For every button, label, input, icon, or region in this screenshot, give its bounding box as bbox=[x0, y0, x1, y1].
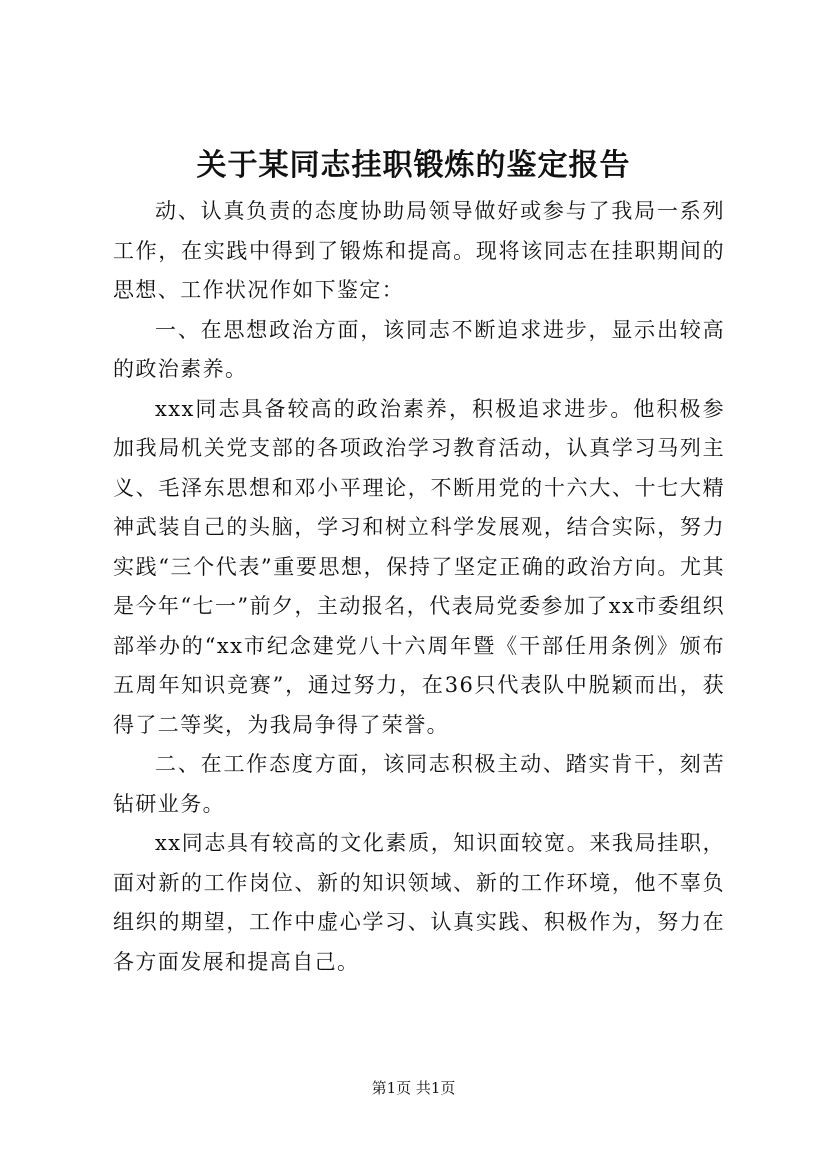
paragraph-work-attitude: xx同志具有较高的文化素质，知识面较宽。来我局挂职，面对新的工作岗位、新的知识领域、新的工作环境，他不辜负组织的期望，工作中虚心学习、认真实践、积极作为，努力在各方面发展和提高自己。 bbox=[113, 831, 725, 974]
document-body bbox=[113, 192, 725, 982]
document-title: 关于某同志挂职锻炼的鉴定报告 bbox=[196, 148, 631, 183]
paragraph-intro: 动、认真负责的态度协助局领导做好或参与了我局一系列工作，在实践中得到了锻炼和提高。现将该同志在挂职期间的思想、工作状况作如下鉴定： bbox=[113, 199, 725, 302]
paragraph-section-heading-2: 二、在工作态度方面，该同志积极主动、踏实肯干，刻苦钻研业务。 bbox=[113, 752, 725, 816]
page-number-footer: 第1页 共1页 bbox=[371, 1079, 456, 1097]
paragraph-section-heading-1: 一、在思想政治方面，该同志不断追求进步，显示出较高的政治素养。 bbox=[113, 317, 725, 381]
paragraph-political: xxx同志具备较高的政治素养，积极追求进步。他积极参加我局机关党支部的各项政治学习教育活动，认真学习马列主义、毛泽东思想和邓小平理论，不断用党的十六大、十七大精神武装自己的头脑，学习和树立科学发展观，结合实际，努力实践“三个代表”重要思想，保持了坚定正确的政治方向。尤其是今年“七一”前夕，主动报名，代表局党委参加了xx市委组织部举办的“xx市纪念建党八十六周年暨《干部任用条例》颁布五周年知识竞赛”，通过努力，在36只代表队中脱颖而出，获得了二等奖，为我局争得了荣誉。 bbox=[113, 396, 725, 737]
